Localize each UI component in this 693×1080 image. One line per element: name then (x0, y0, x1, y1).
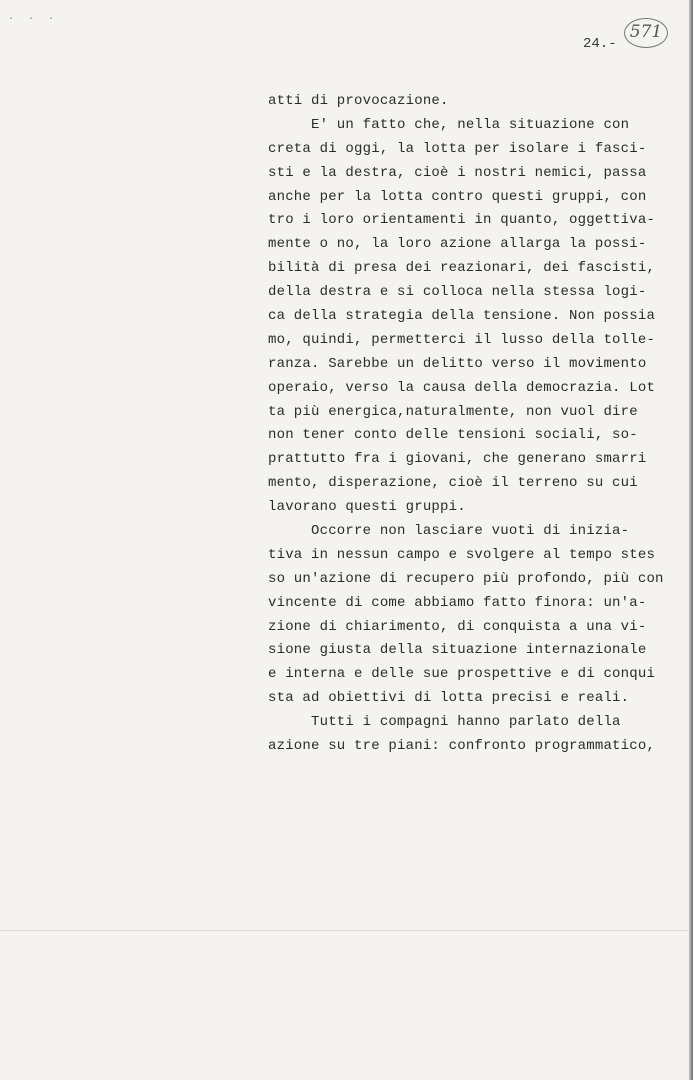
text-line: Occorre non lasciare vuoti di inizia- (268, 523, 630, 540)
text-line: mente o no, la loro azione allarga la possi- (268, 236, 647, 253)
text-line: ca della strategia della tensione. Non possia (268, 308, 656, 325)
text-line: tiva in nessun campo e svolgere al tempo stes (268, 546, 656, 563)
page-fold-line (0, 930, 689, 931)
text-line: non tener conto delle tensioni sociali, so- (268, 427, 638, 444)
archive-stamp-number: 571 (624, 18, 668, 48)
text-line: bilità di presa dei reazionari, dei fascisti, (268, 260, 656, 277)
text-line: so un'azione di recupero più profondo, più con (268, 570, 664, 587)
text-line: sti e la destra, cioè i nostri nemici, passa (268, 164, 647, 181)
text-line: atti di provocazione. (268, 93, 449, 109)
text-line: mento, disperazione, cioè il terreno su cui (268, 475, 638, 492)
text-line: anche per la lotta contro questi gruppi, con (268, 188, 647, 205)
text-line: zione di chiarimento, di conquista a una vi- (268, 618, 647, 635)
text-line: Tutti i compagni hanno parlato della (268, 714, 621, 731)
typed-body-text (268, 90, 668, 759)
scan-specks: · · · (8, 14, 59, 25)
text-line: operaio, verso la causa della democrazia. Lot (268, 379, 656, 396)
text-line: prattutto fra i giovani, che generano smarri (268, 451, 647, 468)
page-number: 24.- (583, 36, 617, 52)
text-line: lavorano questi gruppi. (268, 499, 466, 516)
text-line: e interna e delle sue prospettive e di conqui (268, 666, 656, 683)
text-line: tro i loro orientamenti in quanto, oggettiva- (268, 212, 656, 229)
page-edge-shadow (689, 0, 693, 1080)
text-line: E' un fatto che, nella situazione con (268, 116, 630, 133)
text-line: della destra e si colloca nella stessa logi- (268, 284, 647, 301)
text-line: mo, quindi, permetterci il lusso della tolle- (268, 331, 656, 348)
text-line: ranza. Sarebbe un delitto verso il movimento (268, 355, 647, 372)
text-line: vincente di come abbiamo fatto finora: un'a- (268, 594, 647, 611)
text-line: sione giusta della situazione internazionale (268, 642, 647, 659)
text-line: creta di oggi, la lotta per isolare i fasci- (268, 140, 647, 157)
text-line: sta ad obiettivi di lotta precisi e reali. (268, 690, 630, 707)
text-line: azione su tre piani: confronto programmatico, (268, 738, 656, 755)
text-line: ta più energica,naturalmente, non vuol dire (268, 403, 638, 420)
